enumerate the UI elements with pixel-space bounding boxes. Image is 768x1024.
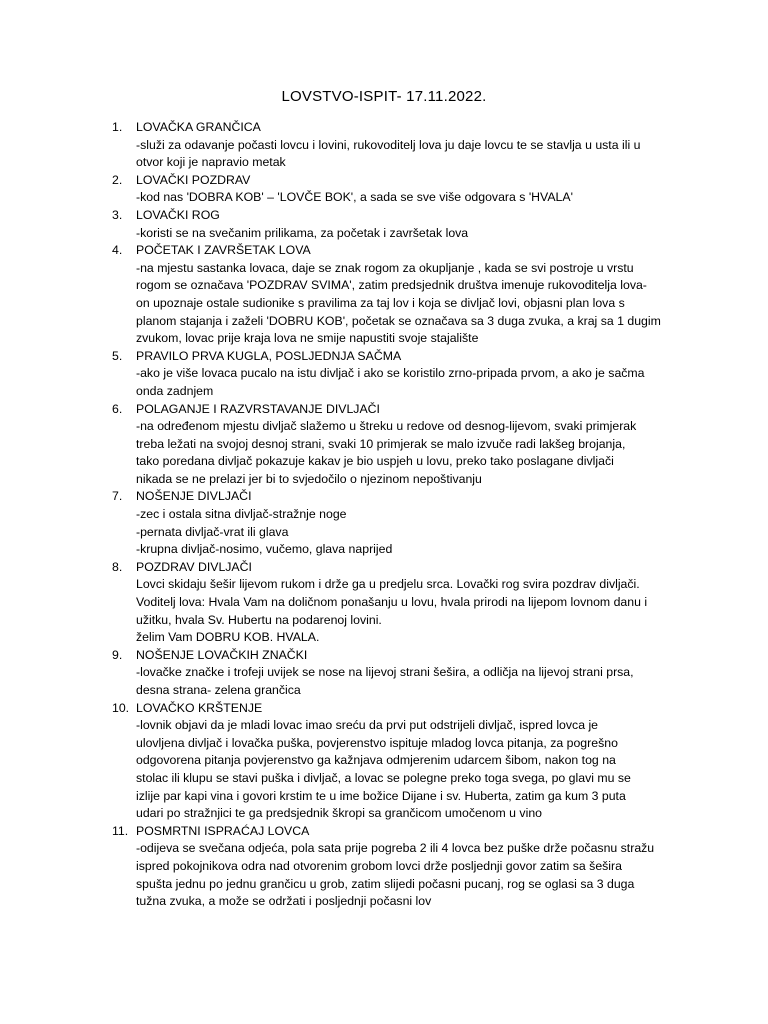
item-text-line: -lovnik objavi da je mladi lovac imao sreću da prvi put odstrijeli divljač, ispred lovca je xyxy=(136,718,599,733)
item-text-line: želim Vam DOBRU KOB. HVALA. xyxy=(136,630,320,645)
item-heading: PRAVILO PRVA KUGLA, POSLJEDNJA SAČMA xyxy=(136,348,402,363)
item-text-line: Lovci skidaju šešir lijevom rukom i drže ga u predjelu srca. Lovački rog svira pozdrav divljači. xyxy=(136,577,640,592)
item-text-line: izlije par kapi vina i govori krstim te u ime božice Dijane i sv. Huberta, zatim ga kum 3 puta xyxy=(136,788,626,803)
list-item xyxy=(108,700,704,823)
item-text-line: on upoznaje ostale sudionike s pravilima za taj lov i koja se divljač lovi, objasni plan lova s xyxy=(136,295,625,310)
item-text-line: tako poredana divljač pokazuje kakav je bio uspjeh u lovu, preko tako poslagane divljači xyxy=(136,454,614,469)
item-text-line: -krupna divljač-nosimo, vučemo, glava naprijed xyxy=(136,542,393,557)
item-number: 4. xyxy=(112,243,123,258)
list-item xyxy=(108,207,704,242)
item-text-line: -ako je više lovaca pucalo na istu divljač i ako se koristilo zrno-pripada prvom, a ako je sačma xyxy=(136,366,645,381)
item-text-line: -na mjestu sastanka lovaca, daje se znak rogom za okupljanje , kada se svi postroje u vrstu xyxy=(136,260,634,275)
item-text-line: ispred pokojnikova odra nad otvorenim grobom lovci drže posljednji govor zatim sa šešira xyxy=(136,858,622,873)
item-heading: LOVAČKI ROG xyxy=(136,207,220,222)
item-heading: LOVAČKI POZDRAV xyxy=(136,172,251,187)
item-text-line: -odijeva se svečana odjeća, pola sata prije pogreba 2 ili 4 lovca bez puške drže počasnu stražu xyxy=(136,841,655,856)
item-heading: NOŠENJE LOVAČKIH ZNAČKI xyxy=(136,647,308,662)
list-item xyxy=(108,119,704,172)
list-item xyxy=(108,172,704,207)
item-text-line: Voditelj lova: Hvala Vam na doličnom ponašanju u lovu, hvala prirodi na lijepom lovnom danu i xyxy=(136,595,648,610)
item-heading: POČETAK I ZAVRŠETAK LOVA xyxy=(136,243,311,258)
item-text-line: tužna zvuka, a može se održati i posljednji počasni lov xyxy=(136,894,432,909)
item-heading: LOVAČKO KRŠTENJE xyxy=(136,700,263,715)
item-text-line: stolac ili klupu se stavi puška i divljač, a lovac se polegne preko toga svega, po glavi mu se xyxy=(136,770,631,785)
item-text-line: rogom se označava 'POZDRAV SVIMA', zatim predsjednik društva imenuje rukovoditelja lova- xyxy=(136,278,647,293)
list-item xyxy=(108,401,704,489)
item-number: 2. xyxy=(112,172,123,187)
item-text-line: spušta jednu po jednu grančicu u grob, zatim slijedi počasni pucanj, rog se oglasi sa 3 duga xyxy=(136,876,635,891)
item-text-line: -služi za odavanje počasti lovcu i lovini, rukovoditelj lova ju daje lovcu te se stavlja u usta ili u xyxy=(136,137,641,152)
item-text-line: planom stajanja i zaželi 'DOBRU KOB', početak se označava sa 3 duga zvuka, a kraj sa 1 dugim xyxy=(136,313,661,328)
item-text-line: -koristi se na svečanim prilikama, za početak i završetak lova xyxy=(136,225,469,240)
document-title: LOVSTVO-ISPIT- 17.11.2022. xyxy=(281,88,487,105)
list-item xyxy=(108,348,704,401)
item-text-line: onda zadnjem xyxy=(136,383,214,398)
item-number: 5. xyxy=(112,348,123,363)
item-text-line: nikada se ne prelazi jer bi to svjedočilo o njezinom nepoštivanju xyxy=(136,471,482,486)
item-text-line: zvukom, lovac prije kraja lova ne smije napustiti svoje stajalište xyxy=(136,331,479,346)
item-text-line: -na određenom mjestu divljač slažemo u štreku u redove od desnog-lijevom, svaki primjerak xyxy=(136,419,637,434)
item-number: 1. xyxy=(112,120,123,134)
item-text-line: ulovljena divljač i lovačka puška, povjerenstvo ispituje mladog lovca pitanja, za pogrešno xyxy=(136,735,618,750)
item-number: 6. xyxy=(112,401,123,416)
item-text-line: -pernata divljač-vrat ili glava xyxy=(136,524,289,539)
item-heading: POSMRTNI ISPRAĆAJ LOVCA xyxy=(136,823,310,838)
item-text-line: desna strana- zelena grančica xyxy=(136,683,301,697)
item-text-line: odgovorena pitanja povjerenstvo ga kažnjava odmjerenim udarcem šibom, nakon tog na xyxy=(136,753,616,768)
item-heading: LOVAČKA GRANČICA xyxy=(136,120,261,134)
item-text-line: -kod nas 'DOBRA KOB' – 'LOVČE BOK', a sada se sve više odgovara s 'HVALA' xyxy=(136,190,573,205)
list-item xyxy=(108,559,704,647)
numbered-list xyxy=(108,119,704,911)
item-number: 10. xyxy=(112,700,130,715)
list-item xyxy=(108,647,704,700)
item-number: 3. xyxy=(112,207,123,222)
item-number: 7. xyxy=(112,489,123,504)
item-heading: POLAGANJE I RAZVRSTAVANJE DIVLJAČI xyxy=(136,401,380,416)
item-heading: POZDRAV DIVLJAČI xyxy=(136,559,252,574)
item-text-line: otvor koji je napravio metak xyxy=(136,155,286,170)
list-item xyxy=(108,242,704,348)
item-number: 11. xyxy=(112,823,129,838)
list-item xyxy=(108,488,704,558)
item-text-line: užitku, hvala Sv. Hubertu na podarenoj lovini. xyxy=(136,612,382,627)
item-number: 9. xyxy=(112,647,123,662)
item-number: 8. xyxy=(112,559,123,574)
item-text-line: treba ležati na svojoj desnoj strani, svaki 10 primjerak se malo izvuče radi lakšeg brojanja, xyxy=(136,436,626,451)
item-text-line: -zec i ostala sitna divljač-stražnje noge xyxy=(136,507,347,522)
item-heading: NOŠENJE DIVLJAČI xyxy=(136,489,252,504)
list-item xyxy=(108,823,704,911)
item-text-line: -lovačke značke i trofeji uvijek se nose na lijevoj strani šešira, a odličja na lijevoj strani prsa, xyxy=(136,665,634,680)
item-text-line: udari po stražnjici te ga predsjednik škropi sa grančicom umočenom u vino xyxy=(136,806,542,821)
